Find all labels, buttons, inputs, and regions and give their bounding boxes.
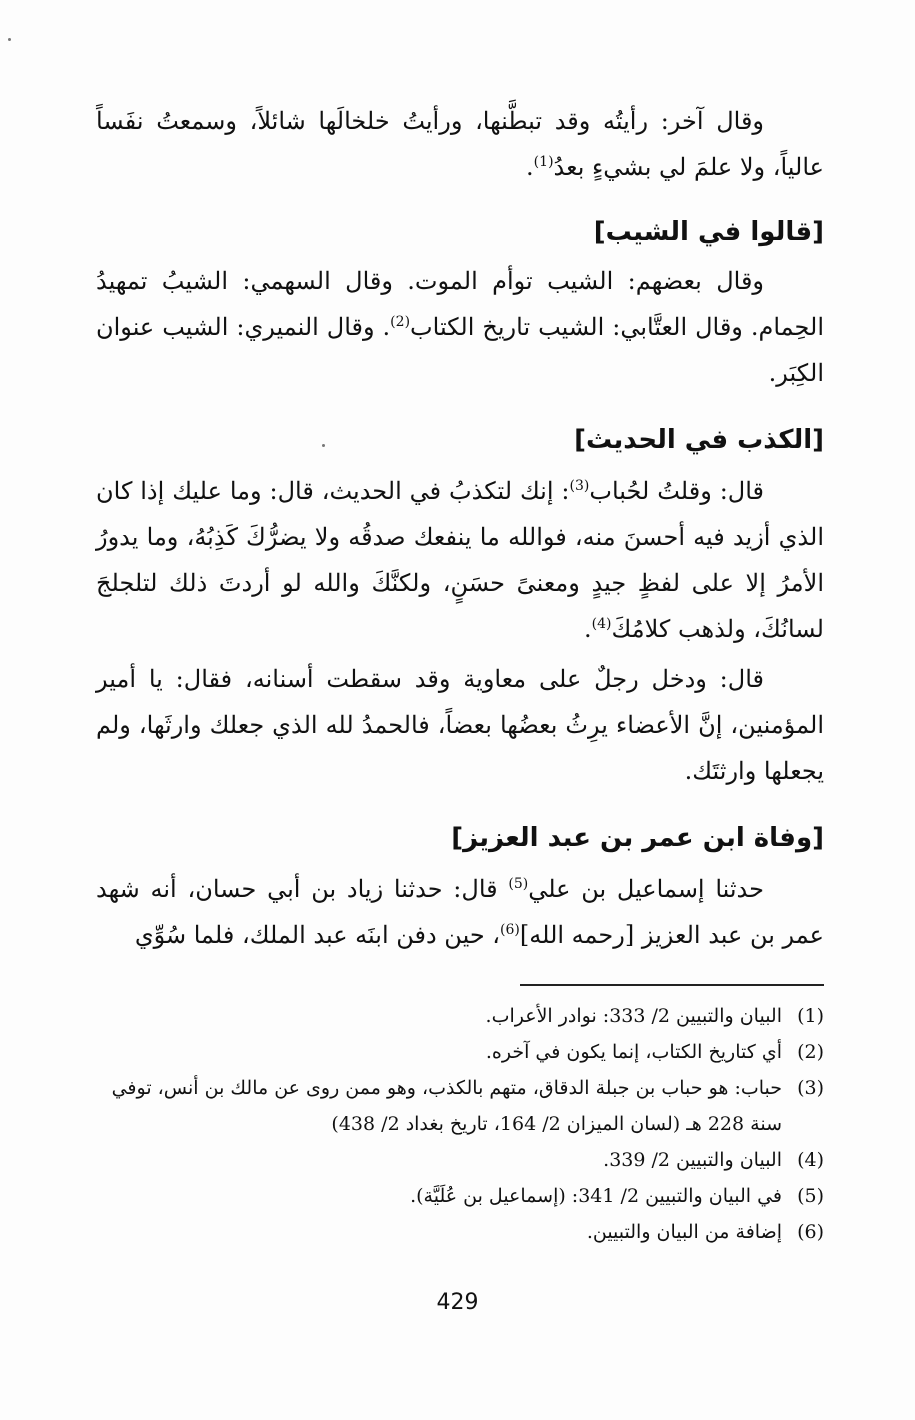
footnote-text: في البيان والتبيين 2/ 341: (إسماعيل بن عُلَيَّة).: [410, 1185, 782, 1207]
paragraph-5: [96, 866, 824, 958]
paragraph-2-end: . وقال النميري: الشيب عنوان الكِبَر.: [96, 313, 824, 387]
paragraph-1-text: وقال آخر: رأيتُه وقد تبطَّنها، ورأيتُ خلخالَها شائلاً، وسمعتُ نفَساً عالياً، ولا علمَ لي بشيءٍ بعدُ: [96, 107, 824, 181]
paragraph-4-text: قال: ودخل رجلٌ على معاوية وقد سقطت أسنانه، فقال: يا أمير المؤمنين، إنَّ الأعضاء يرِثُ بعضُها بعضاً، فالحمدُ لله الذي جعلك وارثَها، ولم يجعلها وارثتَك.: [96, 665, 825, 785]
footnote-number: (6): [797, 1221, 824, 1243]
footnote-number: (3): [797, 1077, 824, 1099]
paragraph-1: [96, 98, 824, 190]
heading-gray-hair: [قالوا في الشيب]: [593, 217, 824, 247]
footnote-4: [96, 1142, 824, 1178]
page-number: 429: [436, 1290, 479, 1315]
footnote-6: [96, 1214, 824, 1250]
footnote-number: (4): [797, 1149, 824, 1171]
heading-death-of-son: [وفاة ابن عمر بن عبد العزيز]: [451, 823, 824, 853]
section-heading-2: [96, 420, 824, 460]
footnote-ref-2[interactable]: (2): [390, 314, 411, 330]
paragraph-5-text-c: ، حين دفن ابنَه عبد الملك، فلما سُوِّي: [134, 921, 501, 949]
paragraph-3: [96, 468, 824, 652]
footnote-text: حباب: هو حباب بن جبلة الدقاق، متهم بالكذب، وهو ممن روى عن مالك بن أنس، توفي سنة 228 هـ (لسان الميزان 2/ 164، تاريخ بغداد 2/ 438): [111, 1077, 782, 1135]
paragraph-5-text-a: حدثنا إسماعيل بن علي: [528, 875, 764, 903]
footnote-ref-4[interactable]: (4): [591, 616, 612, 632]
footnote-number: (5): [797, 1185, 824, 1207]
footnote-ref-5[interactable]: (5): [508, 876, 529, 892]
footnote-ref-1[interactable]: (1): [533, 154, 554, 170]
footnotes: [96, 998, 824, 1250]
paragraph-4: [96, 656, 824, 794]
footnote-1: [96, 998, 824, 1034]
paragraph-2-text: وقال بعضهم: الشيب توأم الموت. وقال السهمي: الشيبُ تمهيدُ الحِمام. وقال العتَّابي: الشيب تاريخ الكتاب: [96, 267, 824, 341]
footnote-ref-3[interactable]: (3): [569, 478, 590, 494]
footnote-5: [96, 1178, 824, 1214]
paragraph-1-end: .: [526, 153, 534, 181]
paragraph-3-end: .: [584, 615, 592, 643]
footnote-text: البيان والتبيين 2/ 333: نوادر الأعراب.: [485, 1005, 782, 1027]
footnote-text: إضافة من البيان والتبيين.: [586, 1221, 782, 1243]
footnote-text: أي كتاريخ الكتاب، إنما يكون في آخره.: [485, 1041, 782, 1063]
paragraph-2: [96, 258, 824, 396]
footnote-number: (2): [797, 1041, 824, 1063]
scan-speck: [8, 38, 11, 41]
footnote-number: (1): [797, 1005, 824, 1027]
paragraph-5-text-b: قال: حدثنا زياد بن أبي حسان، أنه شهد عمر بن عبد العزيز [رحمه الله]: [96, 875, 824, 949]
footnote-ref-6[interactable]: (6): [500, 922, 520, 938]
footnote-3: [96, 1070, 824, 1142]
footnote-separator: [520, 984, 824, 986]
paragraph-3-text-a: قال: وقلتُ لحُباب: [589, 477, 765, 505]
section-heading-1: [96, 212, 824, 252]
heading-lying-in-speech: [الكذب في الحديث]: [574, 425, 824, 455]
section-heading-3: [96, 818, 824, 858]
footnote-2: [96, 1034, 824, 1070]
paragraph-3-text-b: : إنك لتكذبُ في الحديث، قال: وما عليك إذا كان الذي أزيد فيه أحسنَ منه، فوالله ما ينفعك صدقُه ولا يضرُّكَ كَذِبُهُ، وما يدورُ الأمرُ إلا على لفظٍ جيدٍ ومعنىً حسَنٍ، ولكنَّكَ والله لو أردتَ ذلك لتلجلجَ لسانُكَ، ولذهب كلامُكَ: [96, 477, 824, 643]
footnote-text: البيان والتبيين 2/ 339.: [603, 1149, 782, 1171]
